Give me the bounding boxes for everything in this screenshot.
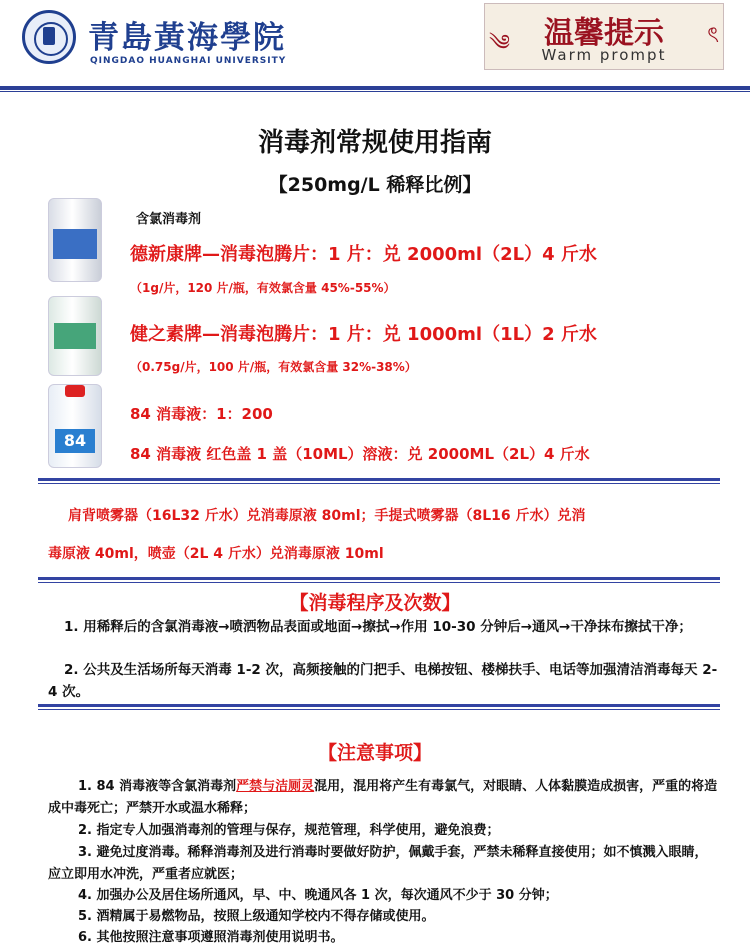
document-title: 消毒剂常规使用指南 — [257, 128, 492, 158]
warm-prompt-en: Warm prompt — [541, 46, 667, 64]
notes-heading: 【注意事项】 — [317, 742, 432, 764]
dexinkang-detail: （1g/片，120 片/瓶，有效氯含量 45%-55%） — [130, 281, 396, 295]
note-1-warning: 严禁与洁厕灵 — [236, 779, 315, 794]
warm-prompt-cn: 温馨提示 — [544, 16, 664, 51]
dexinkang-line: 德新康牌—消毒泡腾片：1 片：兑 2000ml（2L）4 斤水 — [130, 244, 597, 265]
header-divider-thin — [0, 91, 750, 92]
university-logo-icon — [22, 10, 76, 64]
page-header — [0, 0, 750, 88]
note-1-suffix: 混用，混用将产生有毒氯气，对眼睛、人体黏膜造成损害，严重的将造成中毒死亡；严禁开水或温水稀释； — [48, 779, 718, 816]
bottle-image-jianzhisu — [48, 296, 102, 376]
note-item-4: 4. 加强办公及居住场所通风，早、中、晚通风各 1 次，每次通风不少于 30 分钟； — [78, 888, 558, 903]
note-item-2: 2. 指定专人加强消毒剂的管理与保存，规范管理，科学使用，避免浪费； — [78, 823, 500, 838]
swirl-left-icon: ༄ — [489, 31, 511, 56]
jianzhisu-line: 健之素牌—消毒泡腾片：1 片：兑 1000ml（1L）2 斤水 — [130, 324, 597, 345]
note-item-3: 3. 避免过度消毒。稀释消毒剂及进行消毒时要做好防护，佩戴手套，严禁未稀释直接使用；如不慎溅入眼睛，应立即用水冲洗，严重者应就医； — [48, 845, 708, 882]
bottle-image-84: 84 — [48, 384, 102, 468]
section-divider-2-thin — [38, 582, 720, 583]
note-item-5: 5. 酒精属于易燃物品，按照上级通知学校内不得存储或使用。 — [78, 909, 435, 924]
note-1-prefix: 1. 84 消毒液等含氯消毒剂 — [78, 779, 237, 794]
liquid84-cap: 84 消毒液 红色盖 1 盖（10ML）溶液：兑 2000ML（2L）4 斤水 — [130, 445, 590, 463]
header-divider — [0, 86, 750, 90]
procedure-item-2: 2. 公共及生活场所每天消毒 1-2 次，高频接触的门把手、电梯按钮、楼梯扶手、电话等加强清洁消毒每天 2-4 次。 — [48, 662, 718, 700]
university-name-en: QINGDAO HUANGHAI UNIVERSITY — [90, 56, 287, 66]
jianzhisu-detail: （0.75g/片，100 片/瓶，有效氯含量 32%-38%） — [130, 360, 417, 374]
note-item-1 — [48, 776, 718, 820]
section-divider-3-thin — [38, 709, 720, 710]
dilution-ratio-heading: 【250mg/L 稀释比例】 — [268, 174, 482, 196]
swirl-right-icon: ৎ — [707, 23, 719, 48]
section-divider-1-thin — [38, 483, 720, 484]
procedure-heading: 【消毒程序及次数】 — [289, 592, 461, 614]
university-name-cn: 青島黃海學院 — [88, 20, 286, 56]
warm-prompt-banner — [484, 3, 724, 70]
sprayer-line-1: 肩背喷雾器（16L32 斤水）兑消毒原液 80ml；手提式喷雾器（8L16 斤水）兑消 — [68, 508, 586, 524]
bottle-image-dexinkang — [48, 198, 102, 282]
procedure-item-1: 1. 用稀释后的含氯消毒液→喷洒物品表面或地面→擦拭→作用 10-30 分钟后→通风→干净抹布擦拭干净； — [64, 619, 692, 635]
section-divider-1 — [38, 478, 720, 481]
note-item-6: 6. 其他按照注意事项遵照消毒剂使用说明书。 — [78, 930, 344, 945]
sprayer-line-2: 毒原液 40ml，喷壶（2L 4 斤水）兑消毒原液 10ml — [48, 546, 384, 562]
liquid84-ratio: 84 消毒液：1：200 — [130, 405, 273, 423]
section-divider-3 — [38, 704, 720, 707]
chlorine-label: 含氯消毒剂 — [136, 212, 202, 227]
section-divider-2 — [38, 577, 720, 580]
